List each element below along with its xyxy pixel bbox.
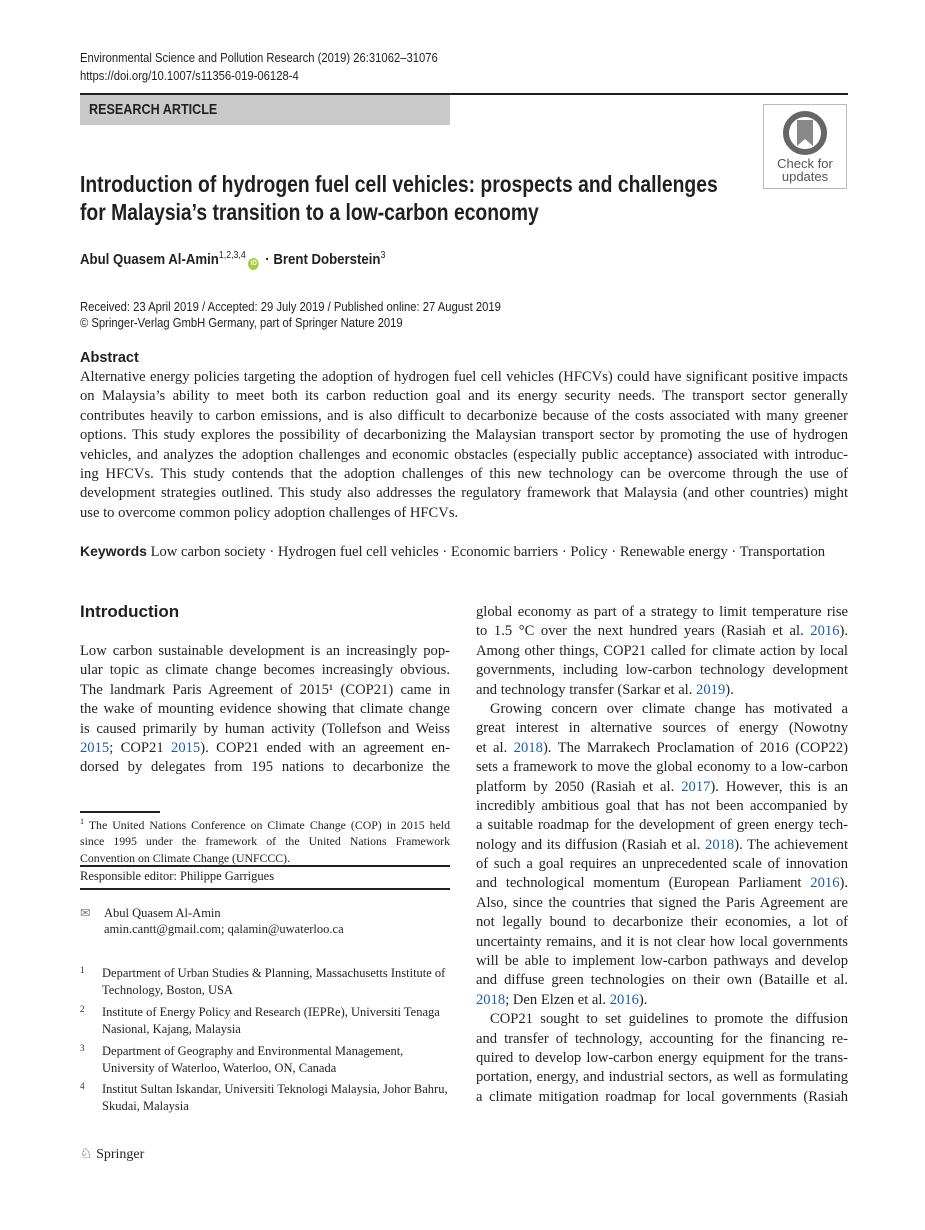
text-line — [476, 952, 848, 971]
text-line — [80, 681, 450, 700]
text-segment: and technological momentum (European Parliament — [476, 875, 811, 892]
text-segment: sets a framework to move the global economy to a low-carbon — [476, 759, 848, 776]
article-title-line-2: for Malaysia’s transition to a low-carbon economy — [80, 199, 539, 225]
text-line — [476, 739, 848, 758]
email-link[interactable]: amin.cantt@gmail.com; qalamin@uwaterloo.ca — [104, 922, 344, 936]
text-segment: ). — [839, 623, 848, 640]
text-segment: not legally bound to decarbonize their economies, a lot of — [476, 914, 848, 931]
text-line — [476, 1030, 848, 1049]
text-line — [80, 407, 848, 426]
article-type-band: RESEARCH ARTICLE — [80, 95, 450, 125]
text-line — [80, 465, 848, 484]
author-separator: · — [265, 251, 270, 268]
bookmark-ring-icon — [782, 110, 828, 156]
affiliation-1: 1 Department of Urban Studies & Planning, Massachusetts Institute of Technology, Boston, USA — [80, 965, 446, 997]
text-segment: ular topic as climate change becomes increasingly obvious. — [80, 662, 450, 679]
text-segment: Also, since the countries that signed the Paris Agreement are — [476, 894, 848, 911]
text-segment: Among other things, COP21 called for climate action by local — [476, 642, 848, 659]
text-line — [80, 642, 450, 661]
intro-right-column — [476, 603, 848, 1107]
text-line — [476, 855, 848, 874]
corresponding-author: Abul Quasem Al-Amin — [104, 906, 221, 920]
text-segment: governments, including low-carbon technology development — [476, 662, 848, 679]
text-line — [476, 991, 848, 1010]
footnote-text: The United Nations Conference on Climate Change (COP) in 2015 held since 1995 under the framework of the United Nations Framework Convention on Climate Change (UNFCCC). — [80, 817, 450, 865]
text-segment: and diffuse green technologies on their own (Bataille et al. — [476, 972, 848, 989]
citation-link[interactable]: 2018 — [476, 991, 506, 1008]
section-heading-introduction: Introduction — [80, 602, 180, 621]
text-line — [80, 426, 848, 445]
text-line — [476, 700, 848, 719]
text-segment: use to overcome common policy adoption challenges of HFCVs. — [80, 504, 459, 521]
citation-link[interactable]: 2016 — [609, 991, 639, 1008]
affiliation-3: 3 Department of Geography and Environmental Management, University of Waterloo, Waterloo, ON, Canada — [80, 1043, 404, 1075]
text-segment: The landmark Paris Agreement of 2015¹ (COP21) came in — [80, 681, 450, 698]
journal-citation: Environmental Science and Pollution Research (2019) 26:31062–31076 — [80, 51, 438, 65]
text-segment: Low carbon sustainable development is an increasingly pop- — [80, 643, 450, 659]
text-segment: ). — [725, 681, 734, 698]
text-line — [476, 971, 848, 990]
correspondence — [80, 905, 344, 937]
text-line — [476, 874, 848, 893]
text-line — [80, 758, 450, 777]
citation-link[interactable]: 2016 — [810, 875, 840, 892]
text-segment: ). The Marrakech Proclamation of 2016 (COP22) — [542, 739, 848, 756]
text-segment: a suitable roadmap for the development of green energy tech- — [476, 817, 848, 834]
text-segment: incredibly ambitious goal that has not been accompanied by — [476, 797, 848, 814]
text-segment: and transfer of technology, accounting for the financing re- — [476, 1030, 848, 1047]
author-list — [80, 250, 427, 270]
keywords-label: Keywords — [80, 543, 147, 559]
doi-link[interactable]: https://doi.org/10.1007/s11356-019-06128-4 — [80, 69, 299, 83]
keywords-text: Low carbon society · Hydrogen fuel cell vehicles · Economic barriers · Policy · Renewable energy · Transportation — [150, 544, 826, 560]
text-line — [476, 1068, 848, 1087]
text-segment: ; COP21 — [109, 739, 172, 756]
text-line — [80, 720, 450, 739]
text-line — [80, 484, 848, 503]
text-line — [80, 739, 450, 758]
copyright: © Springer-Verlag GmbH Germany, part of Springer Nature 2019 — [80, 316, 403, 330]
springer-logo — [80, 1146, 144, 1163]
text-segment: quired to develop low-carbon energy equipment for the trans- — [476, 1049, 848, 1066]
text-line — [476, 661, 848, 680]
text-segment: ). — [839, 875, 848, 892]
text-segment: of such a goal requires an unprecedented scale of innovation — [476, 856, 848, 873]
text-line — [80, 387, 848, 406]
check-updates-label: Check for — [777, 156, 833, 171]
text-segment: dorsed by delegates from 195 nations to decarbonize the — [80, 759, 450, 776]
text-line — [476, 622, 848, 641]
text-segment: development strategies outlined. This study also addresses the regulatory framework that Malaysia (and other countries) might — [80, 485, 848, 502]
keywords — [80, 543, 825, 561]
divider — [80, 888, 450, 890]
footnote — [80, 814, 450, 866]
text-segment: vehicles, and analyzes the adoption challenges and economic obstacles (especially public acceptance) associated with introduc- — [80, 446, 848, 463]
text-line — [476, 816, 848, 835]
text-segment: ). However, this is an — [710, 778, 848, 795]
publication-dates: Received: 23 April 2019 / Accepted: 29 July 2019 / Published online: 27 August 2019 — [80, 300, 501, 314]
text-segment: portation, energy, and industrial sectors, as well as formulating — [476, 1069, 848, 1086]
text-segment: contributes heavily to carbon emissions, and is also difficult to decarbonize because of the costs associated with many greener — [80, 407, 848, 424]
text-line — [476, 836, 848, 855]
orcid-icon[interactable]: iD — [248, 258, 259, 270]
text-segment: ing HFCVs. This study contends that the adoption challenges of this new technology can be overcome through the use of — [80, 465, 848, 482]
text-segment: global economy as part of a strategy to limit temperature rise — [476, 604, 848, 620]
citation-link[interactable]: 2017 — [681, 778, 711, 795]
citation-link[interactable]: 2018 — [705, 836, 735, 853]
text-segment: and technology transfer (Sarkar et al. — [476, 681, 697, 698]
affiliation-sup: 1,2,3,4 — [218, 250, 246, 261]
envelope-icon: ✉ — [80, 906, 91, 920]
publisher-name: Springer — [96, 1147, 145, 1162]
article-title: Introduction of hydrogen fuel cell vehicles: prospects and challenges — [80, 171, 718, 197]
check-updates-label-2: updates — [781, 169, 829, 184]
author-name[interactable]: Brent Doberstein — [273, 251, 381, 268]
footnote-number: 1 — [80, 817, 84, 826]
affiliation-2: 2 Institute of Energy Policy and Research (IEPRe), Universiti Tenaga Nasional, Kajang, Malaysia — [80, 1004, 440, 1036]
text-segment: the wake of mounting evidence showing that climate change — [80, 701, 450, 718]
text-segment: ). The achievement — [734, 836, 848, 853]
author-name[interactable]: Abul Quasem Al-Amin — [80, 251, 219, 268]
text-segment: is caused primarily by human activity (Tollefson and Weiss — [80, 720, 450, 737]
text-line — [476, 603, 848, 622]
citation-link[interactable]: 2015 — [171, 739, 201, 756]
text-line — [476, 681, 848, 700]
text-line — [476, 719, 848, 738]
text-line — [476, 894, 848, 913]
citation-link[interactable]: 2019 — [696, 681, 726, 698]
text-segment: ). — [638, 991, 648, 1008]
responsible-editor: Responsible editor: Philippe Garrigues — [80, 869, 275, 883]
text-segment: will be able to implement low-carbon pathways and develop — [476, 953, 848, 970]
text-line — [476, 1010, 848, 1029]
text-line — [80, 446, 848, 465]
text-segment: et al. — [476, 739, 514, 756]
text-segment: platform by 2050 (Rasiah et al. — [476, 778, 682, 795]
text-segment: great interest in alternative sources of energy (Nowotny — [476, 720, 848, 737]
text-segment: ; Den Elzen et al. — [505, 991, 610, 1008]
abstract-body — [80, 368, 848, 523]
citation-link[interactable]: 2015 — [80, 739, 110, 756]
text-segment: on Malaysia’s ability to meet both its carbon reduction goal and its energy security needs. The transport sector generally — [80, 388, 848, 405]
footnote-rule — [80, 811, 160, 813]
text-segment: COP21 sought to set guidelines to promote the diffusion — [490, 1011, 848, 1028]
text-segment: Growing concern over climate change has motivated a — [490, 700, 848, 717]
affiliation-sup: 3 — [380, 250, 386, 261]
intro-left-column — [80, 642, 450, 778]
text-segment: Alternative energy policies targeting the adoption of hydrogen fuel cell vehicles (HFCVs) could have significant positive impacts — [80, 369, 848, 385]
text-line — [80, 661, 450, 680]
text-line — [80, 368, 848, 387]
citation-link[interactable]: 2016 — [810, 623, 840, 640]
text-segment: ). COP21 ended with an agreement en- — [200, 739, 450, 756]
text-line — [476, 758, 848, 777]
text-segment: to 1.5 °C over the next hundred years (Rasiah et al. — [476, 623, 811, 640]
text-line — [476, 1088, 848, 1107]
text-line — [476, 797, 848, 816]
text-line — [476, 778, 848, 797]
affiliation-4: 4 Institut Sultan Iskandar, Universiti Teknologi Malaysia, Johor Bahru, Skudai, Malaysia — [80, 1081, 448, 1113]
abstract-heading: Abstract — [80, 350, 139, 366]
text-segment: uncertainty remains, and it is not clear how local governments — [476, 933, 848, 950]
text-line — [476, 933, 848, 952]
text-line — [80, 504, 848, 523]
divider — [80, 865, 450, 867]
text-segment: options. This study explores the possibility of decarbonizing the Malaysian transport sector by promoting the use of hydrogen — [80, 427, 848, 444]
citation-link[interactable]: 2018 — [513, 739, 543, 756]
text-line — [476, 1049, 848, 1068]
text-line — [476, 642, 848, 661]
text-segment: a climate mitigation roadmap for local governments (Rasiah — [476, 1088, 848, 1105]
springer-horse-icon: ♘ — [80, 1147, 93, 1162]
text-line — [80, 700, 450, 719]
text-line — [476, 913, 848, 932]
text-segment: nology and its diffusion (Rasiah et al. — [476, 836, 706, 853]
